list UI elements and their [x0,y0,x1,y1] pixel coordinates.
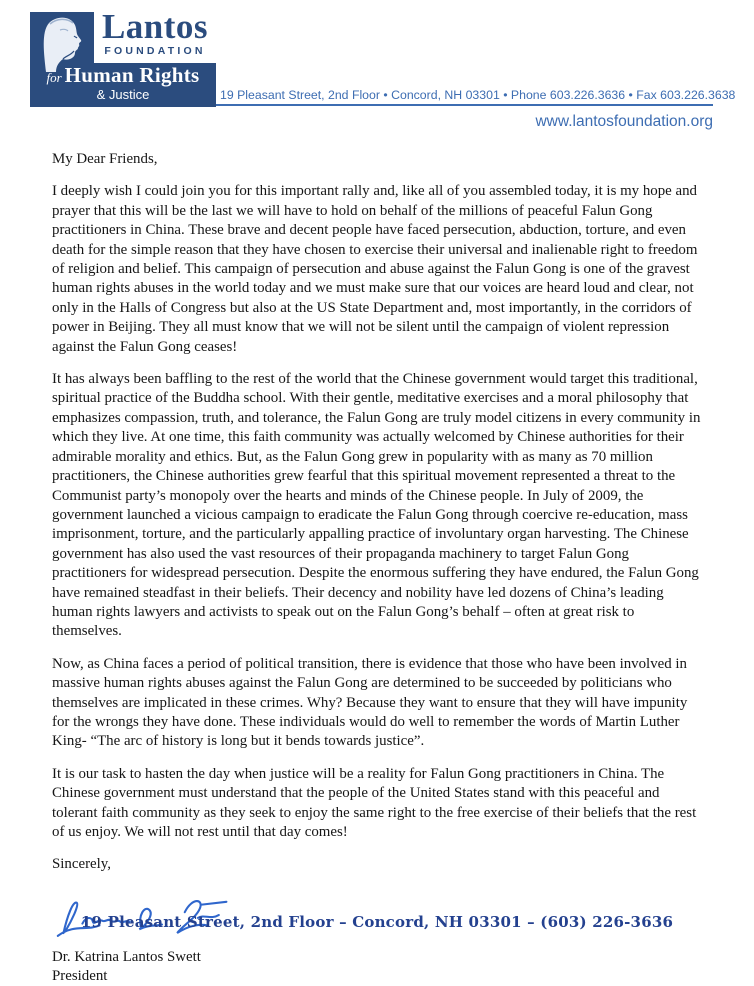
lantos-foundation-logo [30,7,216,107]
letter-body [52,150,702,986]
footer-address: 19 Pleasant Street, 2nd Floor – Concord, NH 03301 – (603) 226-3636 [80,913,674,931]
logo-for-text: for [46,70,62,85]
paragraph-3: Now, as China faces a period of political transition, there is evidence that those who have been involved in massive human rights abuses against the Falun Gong are determined to be succeeded by politicians who themselves are implicated in these crimes. Why? Because they want to ensure that they will have impunity for the wrongs they have done. These individuals would do well to remember the words of Martin Luther King- “The arc of history is long but it bends towards justice”. [52,655,688,750]
closing: Sincerely, [52,856,111,873]
signer-name: Dr. Katrina Lantos Swett [52,948,201,965]
header-divider [216,104,713,106]
header-address: 19 Pleasant Street, 2nd Floor • Concord, NH 03301 • Phone 603.226.3636 • Fax 603.226.3638 [220,88,736,102]
logo-wordmark-area [94,7,216,63]
logo-human-rights-text: Human Rights [64,63,200,87]
paragraph-4: It is our task to hasten the day when justice will be a reality for Falun Gong practitioners in China. The Chinese government must understand that the people of the United States stand with this peaceful and tolerant faith community as they seek to enjoy the same right to the free exercise of their beliefs that the rest of us enjoy. We will not rest until that day comes! [52,765,697,840]
paragraph-2: It has always been baffling to the rest of the world that the Chinese government would target this traditional, spiritual practice of the Buddha school. With their gentle, meditative exercises and a moral philosophy that emphasizes compassion, truth, and tolerance, the Falun Gong are truly model citizens in every community in which they live. At one time, this faith community was actually welcomed by Chinese authorities for their admirable morality and ethics. But, as the Falun Gong grew in popularity with as many as 70 million practitioners, the Chinese authorities grew fearful that this spiritual movement represented a threat to the Communist party’s monopoly over the hearts and minds of the Chinese people. In July of 2009, the government launched a vicious campaign to eradicate the Falun Gong through coercive re-education, mass imprisonment, torture, and the particularly appalling practice of involuntary organ harvesting. The Chinese government has also used the vast resources of their propaganda machinery to target Falun Gong practitioners for widespread persecution. Despite the enormous suffering they have endured, the Falun Gong have remained steadfast in their beliefs. Their decency and nobility have led dozens of China’s leading human rights lawyers and activists to speak out on the Falun Gong’s behalf – often at great risk to themselves. [52,371,701,640]
greeting: My Dear Friends, [52,151,158,167]
website-link[interactable]: www.lantosfoundation.org [535,113,713,130]
signer-title: President [52,967,108,984]
logo-foundation-text: FOUNDATION [104,45,206,57]
logo-lantos-text: Lantos [101,7,209,46]
logo-tagline [30,63,216,104]
paragraph-1: I deeply wish I could join you for this important rally and, like all of you assembled today, it is my hope and prayer that this will be the last we will have to hold on behalf of the millions of peaceful Falun Gong practitioners in China. These brave and decent people have faced persecution, abduction, torture, and even death for the simple reason that they have chosen to exercise their universal and inalienable right to freedom of religion and belief. This campaign of persecution and abuse against the Falun Gong is one of the gravest human rights abuses in the world today and we must make sure that our voices are heard loud and clear, not only in the Halls of Congress but also at the US State Department and, most importantly, in the corridors of power in Beijing. They all must know that we will not be silent until the campaign of violent repression against the Falun Gong ceases! [52,183,698,355]
logo-justice-text: & Justice [96,87,150,102]
